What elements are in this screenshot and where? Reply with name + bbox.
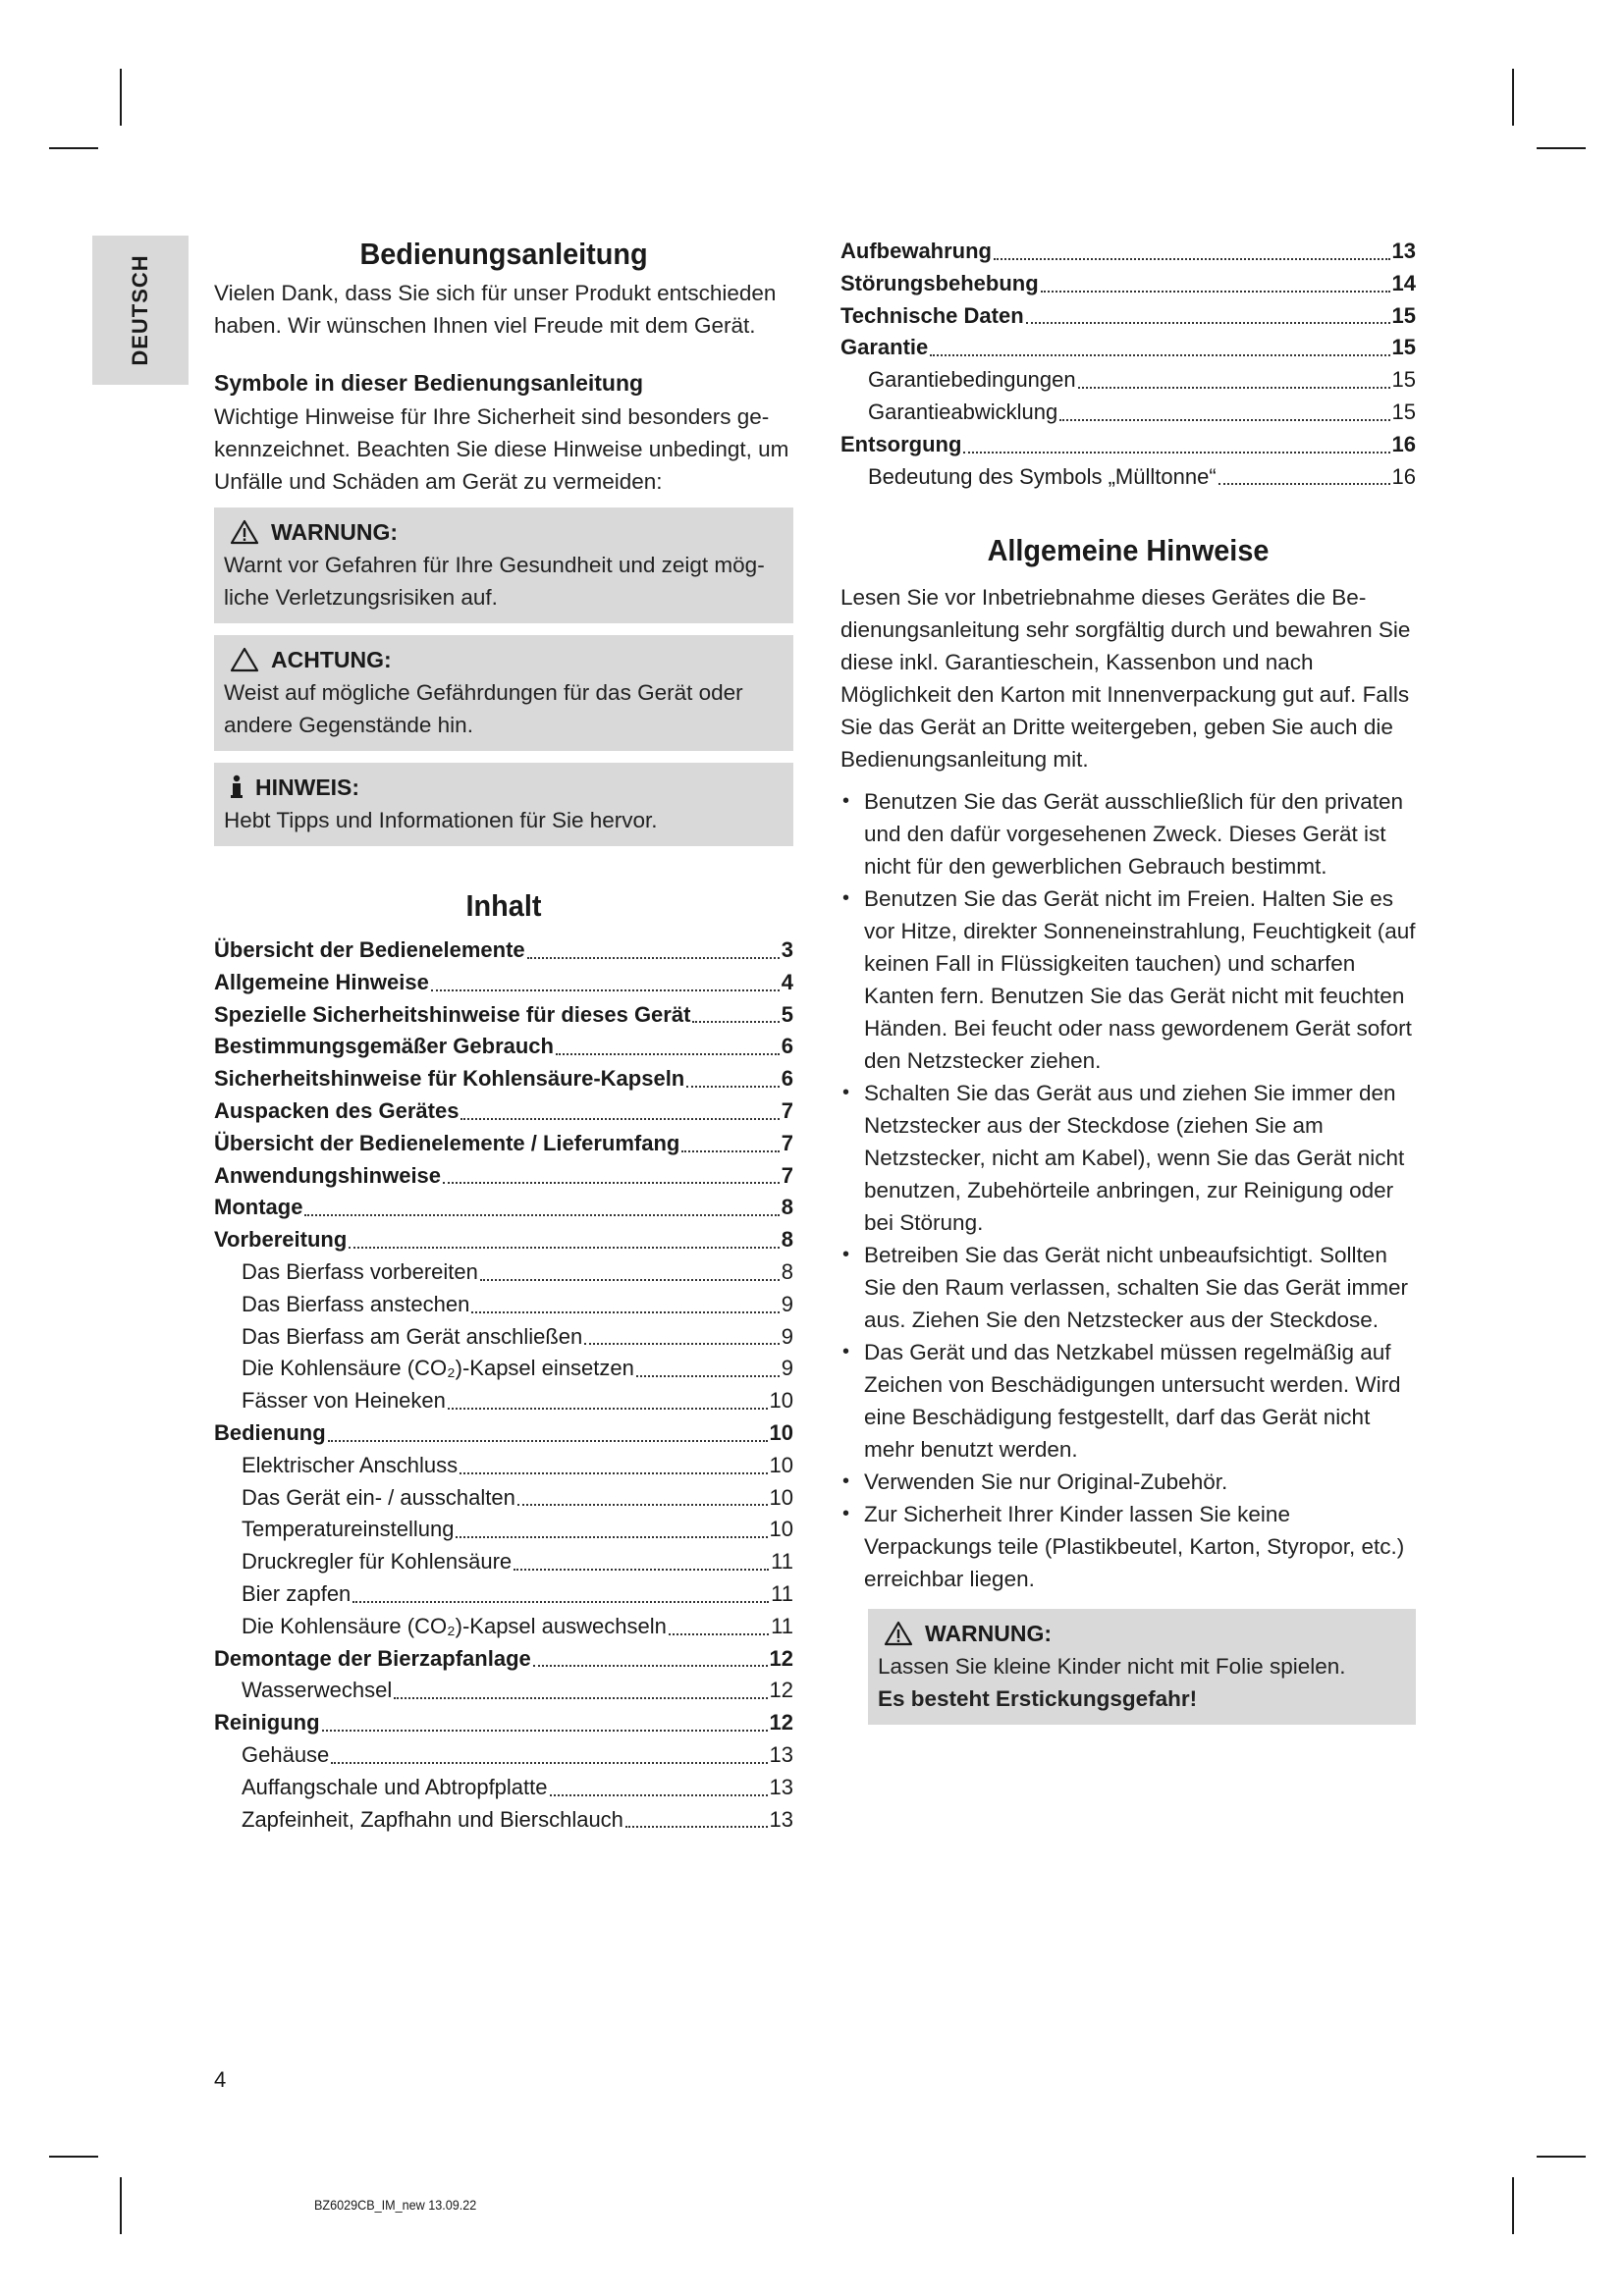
toc-leader-dots <box>514 1569 769 1571</box>
toc-entry-page: 10 <box>769 1484 793 1510</box>
toc-leader-dots <box>686 1086 780 1088</box>
toc-entry-title: Wasserwechsel <box>242 1678 393 1703</box>
toc-entry-page: 7 <box>781 1162 793 1188</box>
toc-entry-page: 10 <box>769 1517 793 1542</box>
toc-entry <box>214 1031 793 1063</box>
toc-entry-title: Das Bierfass am Gerät anschließen <box>242 1323 583 1349</box>
toc-entry <box>214 1095 793 1128</box>
toc-entry-title: Demontage der Bierzapfanlage <box>214 1645 531 1671</box>
bullet-item: • Schalten Sie das Gerät aus und ziehen Sie immer den Netzstecker aus der Steckdose (ziehen Sie am Netzstecker, nicht am Kabel), wenn Sie das Gerät nicht benutzen, Zubehörteile anbringen, zur Reinigung oder bei Störung. <box>840 1077 1416 1239</box>
toc-entry <box>214 1224 793 1256</box>
warning-triangle-icon <box>230 519 259 545</box>
toc-entry <box>214 1128 793 1160</box>
toc-entry-page: 15 <box>1391 367 1416 393</box>
table-of-contents-continued <box>840 236 1416 493</box>
toc-entry-title: Garantieabwicklung <box>868 399 1058 424</box>
toc-entry-page: 15 <box>1391 399 1416 424</box>
toc-leader-dots <box>636 1375 780 1377</box>
toc-entry-page: 13 <box>769 1741 793 1767</box>
toc-entry-title: Gehäuse <box>242 1741 330 1767</box>
bullet-item: • Betreiben Sie das Gerät nicht unbeaufsichtigt. Sollten Sie den Raum verlassen, schalten Sie das Gerät immer aus. Ziehen Sie den Netzstecker aus der Steckdose. <box>840 1239 1416 1336</box>
caution-box <box>214 635 793 751</box>
toc-entry-title: Bier zapfen <box>242 1580 352 1606</box>
warning-title: WARNUNG: <box>271 519 399 545</box>
toc-leader-dots <box>1059 419 1389 421</box>
toc-leader-dots <box>669 1633 769 1635</box>
toc-entry-page: 12 <box>769 1678 793 1703</box>
toc-entry <box>214 1417 793 1450</box>
toc-entry-title: Fässer von Heineken <box>242 1388 446 1414</box>
toc-leader-dots <box>527 957 780 959</box>
toc-entry-title: Druckregler für Kohlensäure <box>242 1549 513 1575</box>
toc-entry-title: Aufbewahrung <box>840 239 992 263</box>
crop-mark <box>120 69 122 126</box>
toc-entry-page: 8 <box>781 1258 793 1284</box>
child-warning-text: Lassen Sie kleine Kinder nicht mit Folie spielen. <box>878 1654 1346 1680</box>
caution-text: Weist auf mögliche Gefährdungen für das Gerät oder andere Gegenstände hin. <box>224 680 743 737</box>
toc-entry <box>840 461 1416 494</box>
toc-entry-title: Montage <box>214 1195 303 1220</box>
toc-entry <box>214 1643 793 1676</box>
toc-entry <box>214 1385 793 1417</box>
crop-mark <box>120 2177 122 2234</box>
toc-entry-page: 9 <box>781 1323 793 1349</box>
toc-entry-title: Vorbereitung <box>214 1227 348 1253</box>
toc-entry-page: 4 <box>781 969 793 994</box>
toc-leader-dots <box>692 1021 779 1023</box>
note-title: HINWEIS: <box>255 774 360 800</box>
toc-leader-dots <box>328 1440 768 1442</box>
left-column <box>214 236 793 1836</box>
toc-entry-page: 15 <box>1391 302 1416 328</box>
child-warning-box <box>868 1609 1416 1725</box>
toc-entry-page: 7 <box>781 1097 793 1123</box>
toc-entry-title: Reinigung <box>214 1710 320 1735</box>
toc-entry <box>214 1256 793 1289</box>
toc-leader-dots <box>533 1665 768 1667</box>
toc-entry-title: Zapfeinheit, Zapfhahn und Bierschlauch <box>242 1806 623 1832</box>
toc-leader-dots <box>994 258 1390 260</box>
toc-leader-dots <box>443 1182 780 1184</box>
toc-entry-title: Entsorgung <box>840 431 962 456</box>
caution-triangle-icon <box>230 647 259 672</box>
child-warning-title: WARNUNG: <box>925 1621 1053 1647</box>
language-tab <box>92 236 189 385</box>
toc-entry <box>214 1739 793 1772</box>
toc-entry-page: 10 <box>769 1388 793 1414</box>
toc-leader-dots <box>556 1053 780 1055</box>
toc-entry <box>214 967 793 999</box>
toc-entry-page: 11 <box>771 1580 793 1606</box>
note-box <box>214 763 793 846</box>
toc-leader-dots <box>394 1697 767 1699</box>
toc-entry-title: Garantiebedingungen <box>868 367 1076 393</box>
toc-leader-dots <box>349 1247 779 1249</box>
toc-entry <box>214 1160 793 1193</box>
toc-entry-title: Spezielle Sicherheitshinweise für dieses Gerät <box>214 1001 691 1027</box>
bullet-item: • Benutzen Sie das Gerät nicht im Freien. Halten Sie es vor Hitze, direkter Sonneneinstrahlung, Feuchtigkeit (auf keinen Fall in Flüssigkeiten tauchen) und scharfen Kanten fern. Benutzen Sie das Gerät nicht mit feuchten Händen. Bei feucht oder nass gewordenem Gerät sofort den Netzstecker ziehen. <box>840 882 1416 1077</box>
crop-mark <box>1537 2156 1586 2158</box>
note-text: Hebt Tipps und Informationen für Sie hervor. <box>224 808 658 832</box>
toc-entry-page: 8 <box>781 1227 793 1253</box>
toc-entry-page: 6 <box>781 1034 793 1059</box>
toc-entry <box>214 999 793 1032</box>
intro-text: Vielen Dank, dass Sie sich für unser Produkt entschieden haben. Wir wünschen Ihnen viel Freude mit dem Gerät. <box>214 281 777 338</box>
toc-leader-dots <box>471 1311 779 1313</box>
table-of-contents <box>214 934 793 1836</box>
toc-entry-title: Auspacken des Gerätes <box>214 1097 460 1123</box>
crop-mark <box>49 147 98 149</box>
toc-leader-dots <box>456 1536 767 1538</box>
toc-entry <box>214 1289 793 1321</box>
symbols-intro: Wichtige Hinweise für Ihre Sicherheit sind besonders gekennzeichnet. Beachten Sie diese Hinweise unbedingt, um Unfälle und Schäden am Gerät zu vermeiden: <box>214 404 789 494</box>
bullet-item: • Zur Sicherheit Ihrer Kinder lassen Sie keine Verpackungs teile (Plastikbeutel, Karton, Styropor, etc.) erreichbar liegen. <box>840 1498 1416 1595</box>
toc-leader-dots <box>448 1408 768 1410</box>
info-icon <box>230 774 244 800</box>
toc-entry <box>214 1192 793 1224</box>
toc-leader-dots <box>431 989 780 991</box>
toc-entry <box>214 1611 793 1643</box>
toc-entry-title: Garantie <box>840 335 929 360</box>
toc-entry <box>214 1450 793 1482</box>
toc-entry-title: Bestimmungsgemäßer Gebrauch <box>214 1034 554 1059</box>
toc-entry <box>840 268 1416 300</box>
toc-entry-title: Anwendungshinweise <box>214 1162 442 1188</box>
toc-entry <box>214 934 793 967</box>
toc-leader-dots <box>930 354 1389 356</box>
toc-title: Inhalt <box>465 888 542 923</box>
toc-entry-title: Bedeutung des Symbols „Mülltonne“ <box>868 463 1217 489</box>
manual-title: Bedienungsanleitung <box>359 237 648 271</box>
toc-entry-title: Sicherheitshinweise für Kohlensäure-Kapseln <box>214 1066 685 1092</box>
toc-leader-dots <box>1041 291 1390 293</box>
toc-entry-page: 9 <box>781 1291 793 1316</box>
toc-leader-dots <box>1078 387 1390 389</box>
crop-mark <box>1512 2177 1514 2234</box>
toc-entry <box>214 1321 793 1354</box>
symbols-heading: Symbole in dieser Bedienungsanleitung <box>214 370 644 396</box>
warning-text: Warnt vor Gefahren für Ihre Gesundheit und zeigt mögliche Verletzungsrisiken auf. <box>224 553 765 610</box>
toc-leader-dots <box>681 1150 779 1152</box>
toc-leader-dots <box>584 1343 779 1345</box>
toc-entry-title: Allgemeine Hinweise <box>214 969 429 994</box>
crop-mark <box>1512 69 1514 126</box>
toc-leader-dots <box>517 1504 768 1506</box>
toc-leader-dots <box>352 1601 769 1603</box>
warning-triangle-icon <box>884 1621 913 1646</box>
toc-entry-page: 13 <box>1391 239 1416 263</box>
language-label: DEUTSCH <box>128 254 152 366</box>
toc-entry-page: 5 <box>781 1001 793 1027</box>
toc-entry <box>840 429 1416 461</box>
toc-entry-title: Übersicht der Bedienelemente / Lieferumfang <box>214 1130 680 1155</box>
toc-leader-dots <box>1026 322 1390 324</box>
child-warning-emphasis: Es besteht Erstickungsgefahr! <box>878 1686 1198 1712</box>
toc-entry-title: Störungsbehebung <box>840 270 1039 295</box>
toc-entry-page: 6 <box>781 1066 793 1092</box>
toc-entry-page: 12 <box>769 1645 793 1671</box>
bullet-item: • Benutzen Sie das Gerät ausschließlich für den privaten und den dafür vorgesehenen Zweck. Dieses Gerät ist nicht für den gewerblichen Gebrauch bestimmt. <box>840 785 1416 882</box>
page-number: 4 <box>214 2067 227 2092</box>
toc-entry-page: 12 <box>769 1710 793 1735</box>
toc-entry-title: Das Bierfass anstechen <box>242 1291 470 1316</box>
toc-entry-page: 3 <box>781 937 793 962</box>
toc-entry-page: 15 <box>1391 335 1416 360</box>
toc-entry-page: 16 <box>1391 431 1416 456</box>
general-notes-intro: Lesen Sie vor Inbetriebnahme dieses Gerätes die Bedienungsanleitung sehr sorgfältig durch und bewahren Sie diese inkl. Garantieschein, Kassenbon und nach Möglichkeit den Karton mit Innenverpackung gut auf. Falls Sie das Gerät an Dritte weitergeben, geben Sie auch die Bedienungsanleitung mit. <box>840 585 1411 773</box>
bullet-item: • Verwenden Sie nur Original-Zubehör. <box>840 1466 1416 1498</box>
toc-leader-dots <box>460 1118 779 1120</box>
footer-document-id: BZ6029CB_IM_new 13.09.22 <box>314 2197 477 2213</box>
toc-entry-title: Übersicht der Bedienelemente <box>214 937 525 962</box>
toc-entry-title: Auffangschale und Abtropfplatte <box>242 1774 548 1799</box>
warning-box <box>214 507 793 623</box>
toc-entry-title: Das Gerät ein- / ausschalten <box>242 1484 515 1510</box>
toc-leader-dots <box>1218 483 1390 485</box>
toc-leader-dots <box>322 1730 768 1732</box>
toc-leader-dots <box>460 1472 767 1474</box>
toc-leader-dots <box>304 1214 779 1216</box>
toc-entry-title: Bedienung <box>214 1419 326 1445</box>
toc-entry-page: 10 <box>769 1452 793 1477</box>
toc-entry-page: 7 <box>781 1130 793 1155</box>
bullet-item: • Das Gerät und das Netzkabel müssen regelmäßig auf Zeichen von Beschädigungen untersucht werden. Wird eine Beschädigung festgestellt, darf das Gerät nicht mehr benutzt werden. <box>840 1336 1416 1466</box>
toc-entry-page: 14 <box>1391 270 1416 295</box>
toc-entry <box>214 1675 793 1707</box>
toc-leader-dots <box>625 1826 768 1828</box>
toc-entry-page: 8 <box>781 1195 793 1220</box>
toc-entry <box>840 300 1416 333</box>
toc-entry-page: 11 <box>771 1613 793 1638</box>
toc-entry-page: 10 <box>769 1419 793 1445</box>
toc-entry <box>840 236 1416 268</box>
crop-mark <box>1537 147 1586 149</box>
toc-entry-page: 13 <box>769 1774 793 1799</box>
toc-entry <box>214 1772 793 1804</box>
toc-entry-title: Das Bierfass vorbereiten <box>242 1258 478 1284</box>
toc-entry <box>840 364 1416 397</box>
right-column <box>840 236 1416 1725</box>
toc-entry-page: 13 <box>769 1806 793 1832</box>
toc-entry-title: Die Kohlensäure (CO₂)-Kapsel einsetzen <box>242 1356 634 1381</box>
crop-mark <box>49 2156 98 2158</box>
toc-entry <box>214 1804 793 1837</box>
toc-leader-dots <box>550 1794 768 1796</box>
toc-entry <box>840 332 1416 364</box>
toc-entry-title: Technische Daten <box>840 302 1024 328</box>
toc-leader-dots <box>963 452 1389 454</box>
toc-leader-dots <box>331 1762 767 1764</box>
toc-entry-page: 11 <box>771 1549 793 1575</box>
toc-entry <box>840 397 1416 429</box>
toc-entry-page: 16 <box>1391 463 1416 489</box>
toc-entry <box>214 1353 793 1385</box>
toc-entry <box>214 1578 793 1611</box>
toc-entry <box>214 1546 793 1578</box>
toc-entry-title: Die Kohlensäure (CO₂)-Kapsel auswechseln <box>242 1613 667 1638</box>
caution-title: ACHTUNG: <box>271 647 392 672</box>
toc-entry-title: Elektrischer Anschluss <box>242 1452 459 1477</box>
toc-entry-title: Temperatureinstellung <box>242 1517 455 1542</box>
safety-bullet-list <box>840 785 1416 1595</box>
toc-entry <box>214 1063 793 1095</box>
toc-entry <box>214 1482 793 1515</box>
toc-entry-page: 9 <box>781 1356 793 1381</box>
toc-entry <box>214 1514 793 1546</box>
toc-leader-dots <box>480 1279 780 1281</box>
general-notes-title: Allgemeine Hinweise <box>987 533 1270 568</box>
toc-entry <box>214 1707 793 1739</box>
